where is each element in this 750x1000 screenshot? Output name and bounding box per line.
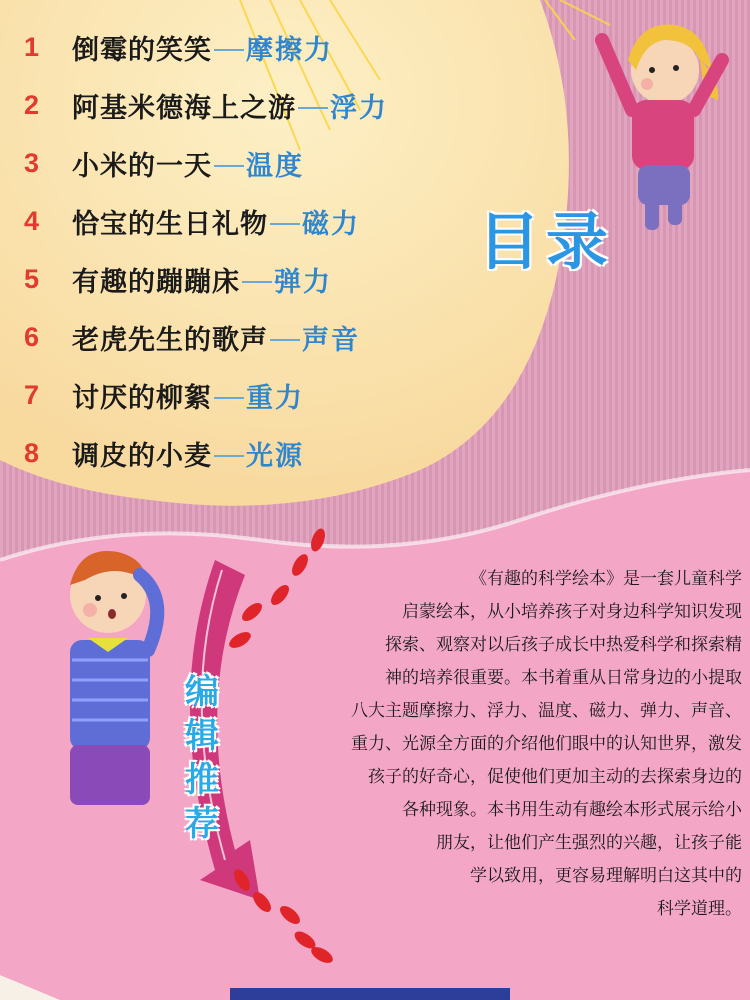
toc-title: 小米的一天 xyxy=(72,150,212,182)
toc-number: 3 xyxy=(24,147,40,178)
toc-dash xyxy=(298,107,328,109)
text-line: 各种现象。本书用生动有趣绘本形式展示给小 xyxy=(402,800,742,820)
text-line: 启蒙绘本，从小培养孩子对身边科学知识发现 xyxy=(402,602,742,622)
toc-dash xyxy=(242,281,272,283)
badge-char: 编 xyxy=(185,672,219,712)
toc-dash xyxy=(214,165,244,167)
toc-number: 8 xyxy=(24,437,40,468)
toc-topic: 声音 xyxy=(302,324,360,356)
toc-topic: 摩擦力 xyxy=(246,34,333,66)
toc-topic: 浮力 xyxy=(330,92,388,124)
toc-dash xyxy=(214,397,244,399)
toc-topic: 温度 xyxy=(246,150,304,182)
toc-dash xyxy=(270,223,300,225)
badge-char: 辑 xyxy=(185,716,219,756)
toc-title: 阿基米德海上之游 xyxy=(72,92,296,124)
toc-title: 调皮的小麦 xyxy=(72,440,212,472)
toc-item xyxy=(24,201,360,241)
badge-char: 推 xyxy=(185,760,219,800)
toc-item xyxy=(24,433,304,473)
toc-number: 1 xyxy=(24,31,40,62)
toc-item xyxy=(24,317,360,357)
toc-item xyxy=(24,143,304,183)
recommend-badge xyxy=(178,670,226,846)
toc-dash xyxy=(270,339,300,341)
toc-topic: 重力 xyxy=(246,382,304,414)
text-line: 探索、观察对以后孩子成长中热爱科学和探索精 xyxy=(385,635,742,655)
page-title: 目录 xyxy=(478,205,615,278)
text-line: 重力、光源全方面的介绍他们眼中的认知世界，激发 xyxy=(351,734,742,754)
toc-item xyxy=(24,85,388,125)
toc-topic: 弹力 xyxy=(274,266,332,298)
text-line: 学以致用，更容易理解明白这其中的 xyxy=(470,866,742,886)
boy-illustration xyxy=(70,551,157,805)
toc-number: 5 xyxy=(24,263,40,294)
text-line: 孩子的好奇心，促使他们更加主动的去探索身边的 xyxy=(368,767,742,787)
toc-topic: 磁力 xyxy=(302,208,360,240)
toc-item xyxy=(24,259,332,299)
toc-number: 6 xyxy=(24,321,40,352)
toc-dash xyxy=(214,49,244,51)
toc-number: 2 xyxy=(24,89,40,120)
toc-title: 老虎先生的歌声 xyxy=(72,324,268,356)
toc-item xyxy=(24,375,304,415)
text-line: 八大主题摩擦力、浮力、温度、磁力、弹力、声音、 xyxy=(351,701,742,721)
toc-title: 讨厌的柳絮 xyxy=(72,382,212,414)
toc-item xyxy=(24,27,333,67)
toc-title: 有趣的蹦蹦床 xyxy=(72,266,240,298)
text-line: 朋友，让他们产生强烈的兴趣，让孩子能 xyxy=(436,833,742,853)
toc-title: 倒霉的笑笑 xyxy=(72,34,212,66)
text-line: 《有趣的科学绘本》是一套儿童科学 xyxy=(470,569,742,589)
toc-topic: 光源 xyxy=(246,440,304,472)
toc-dash xyxy=(214,455,244,457)
text-line: 科学道理。 xyxy=(657,899,742,919)
recommendation-text xyxy=(250,563,742,926)
toc-number: 7 xyxy=(24,379,40,410)
toc-number: 4 xyxy=(24,205,40,236)
badge-char: 荐 xyxy=(185,804,219,844)
text-line: 神的培养很重要。本书着重从日常身边的小提取 xyxy=(385,668,742,688)
toc-title: 恰宝的生日礼物 xyxy=(72,208,268,240)
